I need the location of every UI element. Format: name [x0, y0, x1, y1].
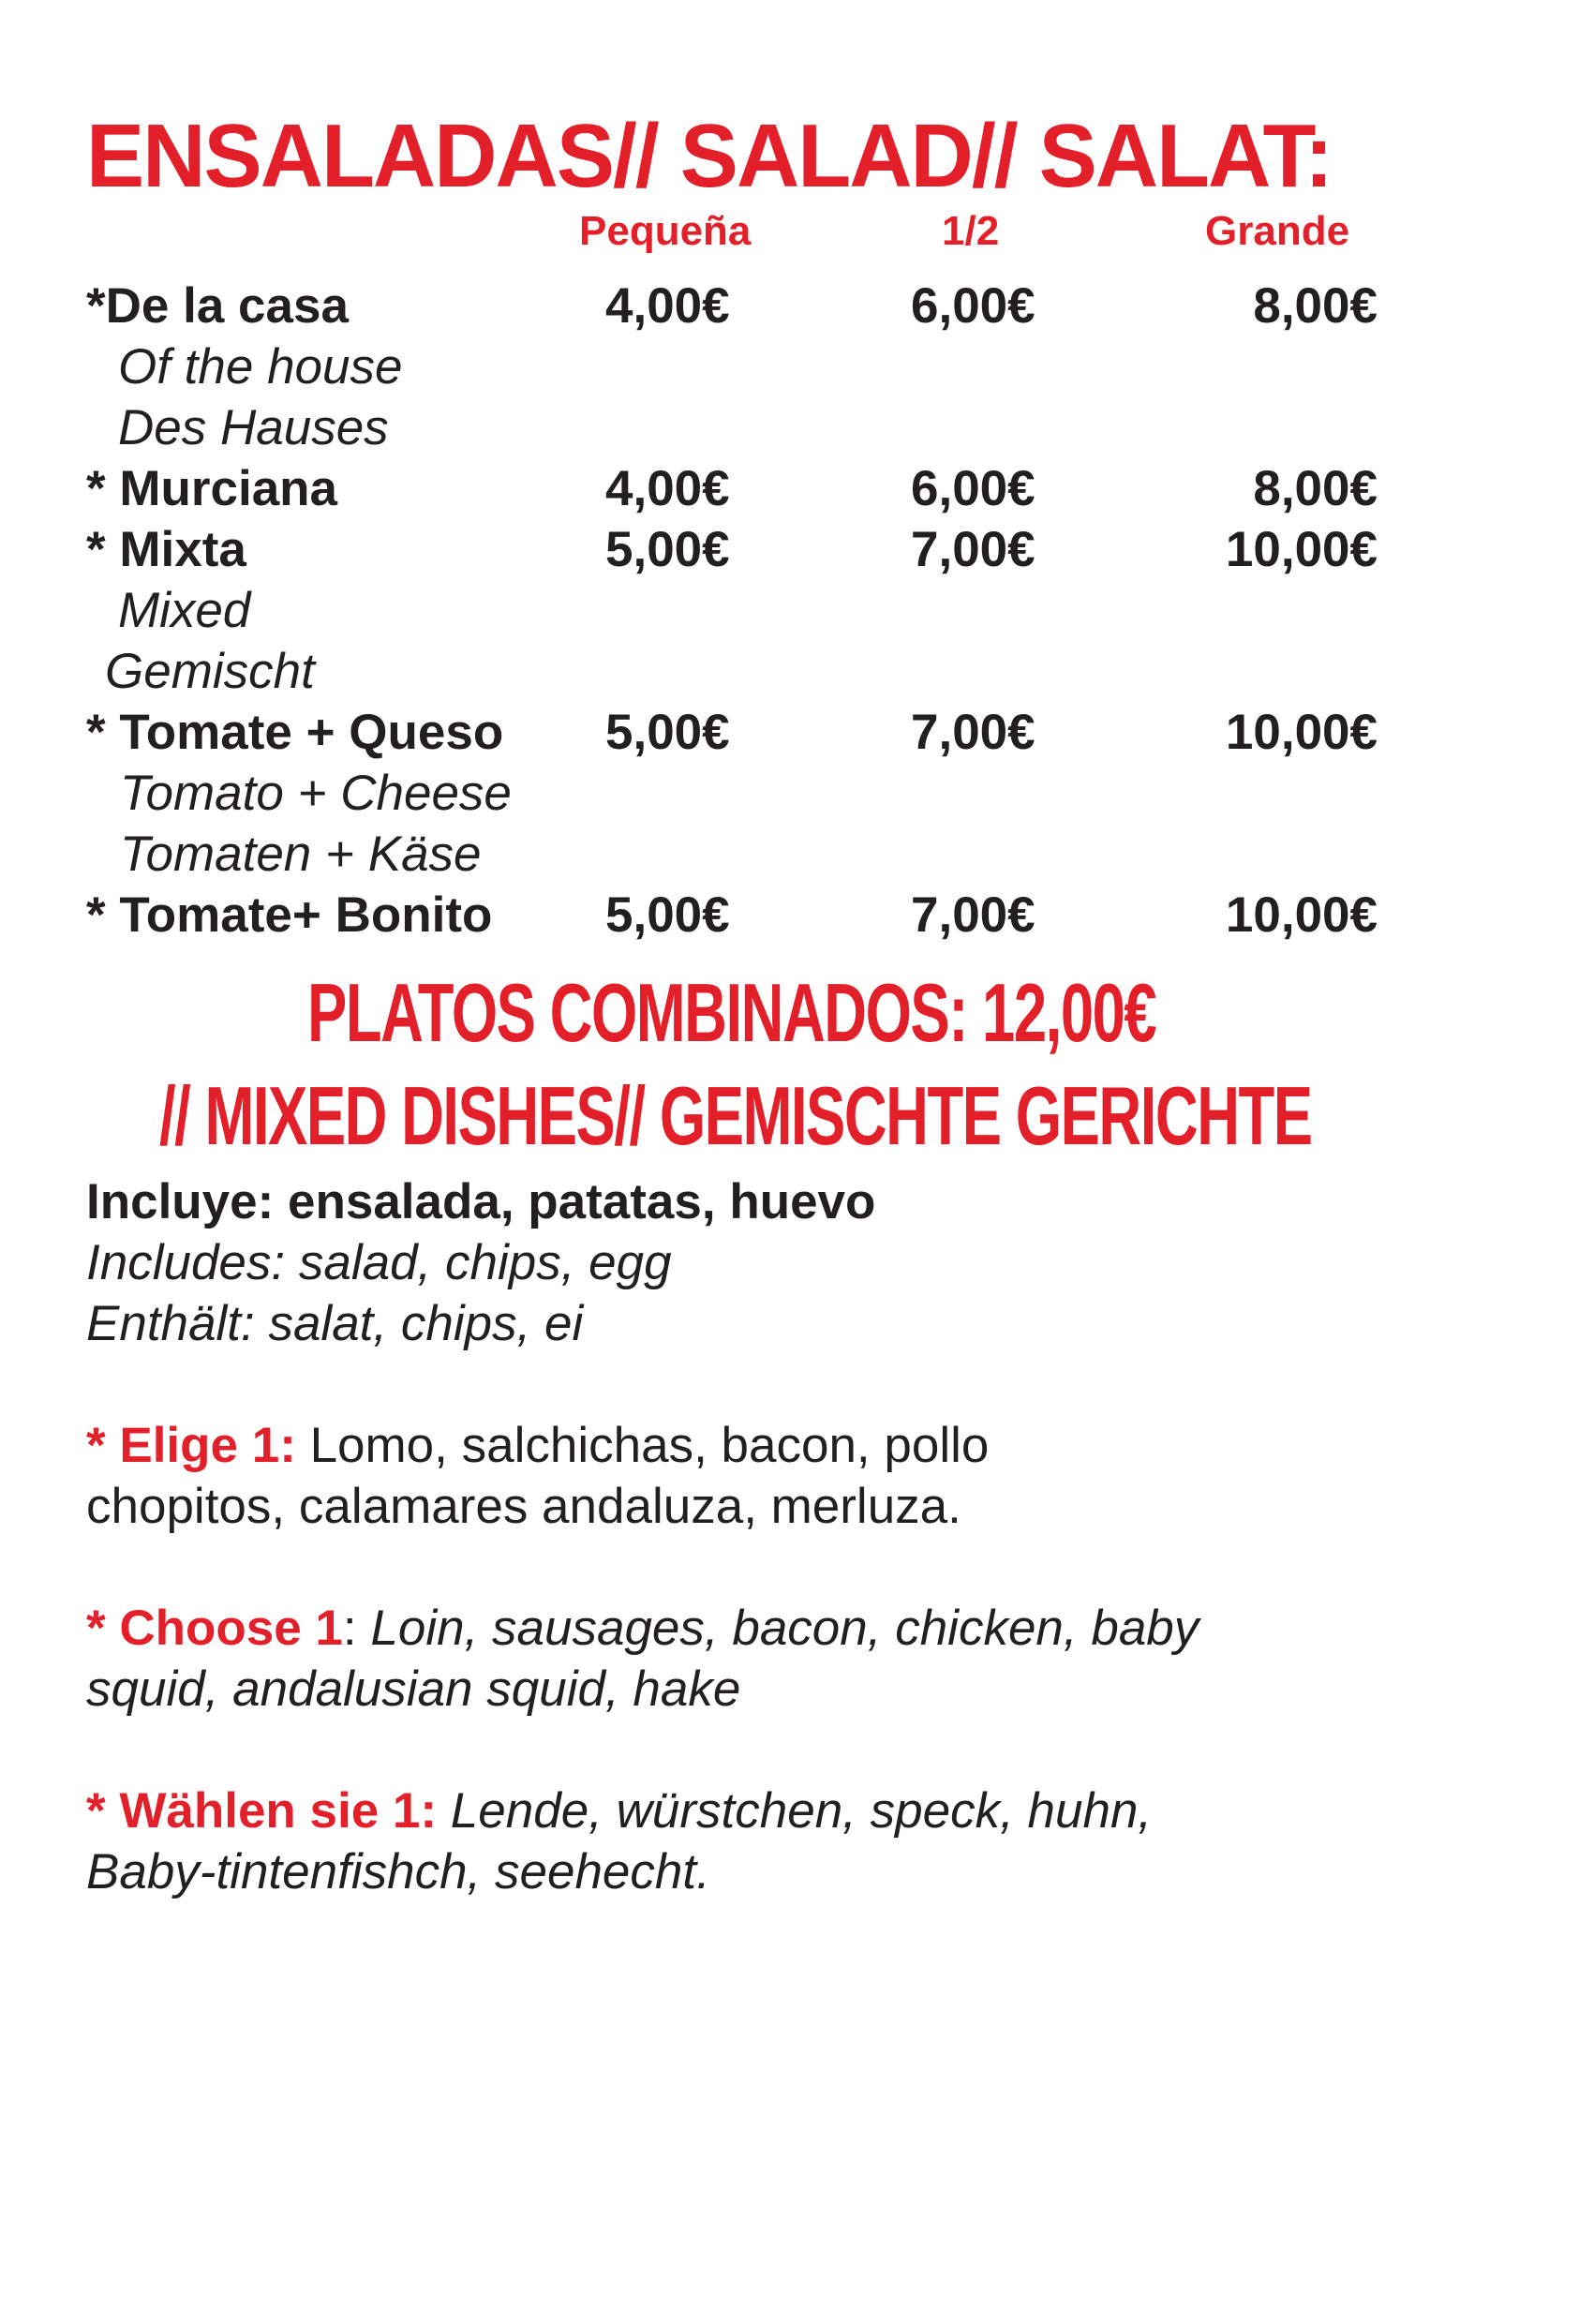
combo-subtitle: // MIXED DISHES// GEMISCHTE GERICHTE — [159, 1069, 1312, 1162]
choose-de-label: * Wählen sie 1: — [86, 1783, 438, 1839]
price-half: 6,00€ — [911, 278, 1035, 334]
price-half: 7,00€ — [911, 705, 1035, 760]
column-header-half: 1/2 — [942, 208, 1000, 254]
price-half: 7,00€ — [911, 887, 1035, 943]
salad-translation-en: Of the house — [118, 339, 403, 395]
salad-translation-de: Tomaten + Käse — [120, 827, 482, 882]
price-large: 10,00€ — [1225, 887, 1378, 943]
salad-translation-de: Des Hauses — [118, 400, 389, 455]
choose-de-text: Lende, würstchen, speck, huhn, — [437, 1783, 1153, 1839]
salad-translation-en: Mixed — [118, 583, 251, 638]
choose-de-line2: Baby-tintenfishch, seehecht. — [86, 1844, 710, 1899]
choose-en-text: Loin, sausages, bacon, chicken, baby — [356, 1601, 1199, 1656]
choose-es-text: Lomo, salchichas, bacon, pollo — [295, 1418, 990, 1473]
includes-de: Enthält: salat, chips, ei — [86, 1296, 584, 1351]
page-title: ENSALADAS// SALAD// SALAT: — [86, 106, 1333, 206]
salad-name: * Murciana — [86, 461, 338, 516]
column-header-small: Pequeña — [579, 208, 752, 254]
salad-name: *De la casa — [86, 278, 349, 334]
includes-es: Incluye: ensalada, patatas, huevo — [86, 1174, 876, 1229]
price-small: 5,00€ — [605, 705, 730, 760]
price-large: 8,00€ — [1253, 278, 1378, 334]
salad-name: * Tomate+ Bonito — [86, 887, 493, 943]
column-header-large: Grande — [1205, 208, 1350, 254]
salad-name: * Mixta — [86, 522, 246, 577]
choose-en — [86, 1598, 1199, 1659]
salad-translation-en: Tomato + Cheese — [120, 766, 512, 821]
price-small: 4,00€ — [605, 278, 730, 334]
choose-en-label: * Choose 1 — [86, 1601, 343, 1656]
salad-translation-de: Gemischt — [105, 644, 315, 699]
price-large: 8,00€ — [1253, 461, 1378, 516]
choose-es-line2: chopitos, calamares andaluza, merluza. — [86, 1479, 961, 1534]
choose-es — [86, 1415, 989, 1476]
price-half: 6,00€ — [911, 461, 1035, 516]
choose-es-label: * Elige 1: — [86, 1418, 296, 1473]
price-small: 4,00€ — [605, 461, 730, 516]
price-half: 7,00€ — [911, 522, 1035, 577]
price-large: 10,00€ — [1225, 705, 1378, 760]
price-small: 5,00€ — [605, 522, 730, 577]
combo-title: PLATOS COMBINADOS: 12,00€ — [307, 966, 1156, 1059]
salad-name: * Tomate + Queso — [86, 705, 504, 760]
choose-en-colon: : — [342, 1601, 357, 1656]
choose-de — [86, 1780, 1152, 1841]
price-large: 10,00€ — [1225, 522, 1378, 577]
price-small: 5,00€ — [605, 887, 730, 943]
includes-en: Includes: salad, chips, egg — [86, 1235, 672, 1290]
choose-en-line2: squid, andalusian squid, hake — [86, 1661, 741, 1717]
